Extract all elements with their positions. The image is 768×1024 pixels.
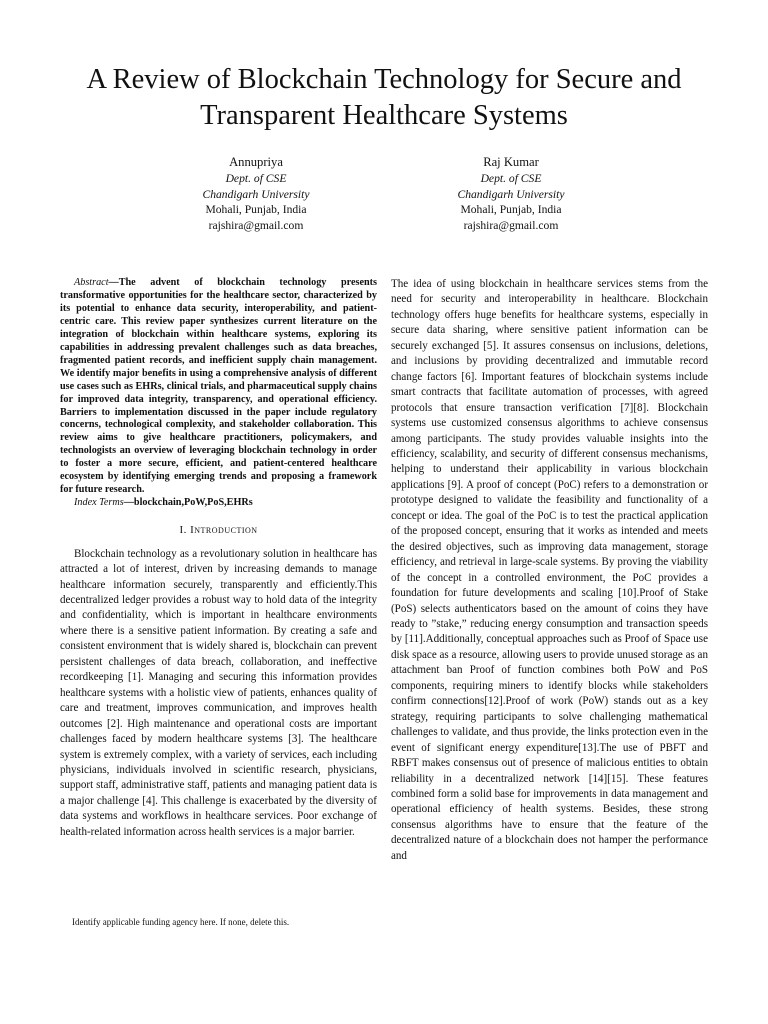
author-location: Mohali, Punjab, India: [460, 203, 562, 217]
section-number: I.: [179, 524, 191, 537]
funding-footnote: Identify applicable funding agency here. If none, delete this.: [72, 917, 290, 927]
abstract-label: Abstract: [74, 277, 109, 288]
author-location: Mohali, Punjab, India: [205, 203, 307, 217]
index-terms-text: —blockchain,PoW,PoS,EHRs: [123, 497, 253, 509]
right-column-paragraph: The idea of using blockchain in healthcare services stems from the need for security and interoperability in healthcare. Blockchain technology offers huge benefits for healthcare systems, especially in secure data sharing, where sensitive patient information can be securely exchanged [5]. It assures consensus on inclusions, deletions, and inclusions by providing decentralized and immutable record change factors [6]. Important features of blockchain systems include smart contracts that facilitate automation of processes, with agreed protocols that ensure transaction verification [7][8]. Blockchain systems use customized consensus algorithms to achieve consensus among participants. The study provides valuable insights into the efficiency, scalability, and security of different consensus mechanisms, helping to understand their applicability in various blockchain applications [9]. A proof of concept (PoC) refers to a demonstration or prototype designed to validate the feasibility and functionality of a concept or idea. The goal of the PoC is to test the practical application of the proposed concept, ensuring that it works as intended and meets the desired objectives, such as improving data management, storage efficiency, and retrieval in large-scale systems. By proving the viability of the concept in a controlled environment, the PoC provides a foundation for future developments and scaling [10].Proof of Stake (PoS) selects authenticators based on the amount of coins they have ready to ”stake,” reducing energy consumption and transaction speeds by [11].Additionally, conceptual approaches such as Proof of Space use disk space as a resource, allowing users to provide unused storage as an attachment ban Proof of function combines both PoW and PoS components, requiring miners to identify blocks while stakeholders confirm connections[12].Proof of work (PoW) stands out as a key strategy, requiring participants to solve challenging mathematical challenges to validate, and thus provide, the links protection even in the event of significant energy expenditure[13].The use of PBFT and RBFT makes consensus out of presence of malicious entities to obtain reliability in a decentralized network [14][15]. These features combined form a solid base for improvements in data management and operational efficiency of health systems. Besides, these strong consensus algorithms have to ensure that the feature of the decentralized nature of a blockchain does not hamper the performance and: [391, 278, 708, 862]
author-email: rajshira@gmail.com: [463, 218, 559, 232]
index-terms-label: Index Terms: [74, 497, 124, 509]
index-terms: [60, 497, 377, 510]
author-name: Raj Kumar: [483, 155, 539, 169]
abstract: [60, 277, 377, 497]
author-university: Chandigarh University: [202, 187, 310, 201]
author-name: Annupriya: [229, 155, 283, 169]
author-dept: Dept. of CSE: [480, 172, 542, 185]
author-email: rajshira@gmail.com: [208, 218, 304, 232]
abstract-text: —The advent of blockchain technology presents transformative opportunities for the healthcare sector, characterized by its potential to enhance data security, interoperability, and patient-centric care. This review paper synthesizes current literature on the integration of blockchain within healthcare systems, exploring its capabilities in addressing prevalent challenges such as data breaches, fragmented patient records, and inefficient supply chain management. We identify major benefits in using a comprehensive analysis of different use cases such as EHRs, clinical trials, and pharmaceutical supply chains for improved data integrity, transparency, and operational efficiency. Barriers to implementation discussed in the paper include regulatory concerns, technological complexity, and stakeholder collaboration. This review aims to give healthcare practitioners, policymakers, and technologists an overview of leveraging blockchain technology in order to foster a more secure, efficient, and patient-centered healthcare ecosystem by identifying emerging trends and proposing a framework for future research.: [60, 277, 377, 496]
author-1: [146, 154, 366, 233]
section-title: Introduction: [190, 524, 258, 537]
right-column: [391, 277, 708, 864]
author-dept: Dept. of CSE: [225, 172, 287, 185]
paper-title: A Review of Blockchain Technology for Secure and Transparent Healthcare Systems: [86, 64, 682, 131]
section-heading-introduction: [60, 523, 377, 538]
left-column: [60, 277, 377, 840]
intro-paragraph: Blockchain technology as a revolutionary solution in healthcare has attracted a lot of interest, driven by increasing demands to manage healthcare information securely, transparently and efficiently.This decentralized ledger provides a robust way to hold data of the integrity and confidentiality, which is important in healthcare environments where there is a sensitive patient information. By creating a safe and consistent environment that is widely shared is, blockchain can prevent persistent challenges of data breach, collaboration, and ineffective recordkeeping [1]. Managing and securing this information provides healthcare systems with a holistic view of patients, enhances quality of care and treatment, improves communication, and improves health outcomes [2]. High maintenance and operational costs are important challenges faced by modern healthcare systems [3]. The healthcare system is extremely complex, with a variety of services, each including physicians, individuals involved in scientific research, physicians, support staff, administrative staff, patients and managing patient data is a major challenge [4]. This challenge is exacerbated by the diversity of data systems and workflows in healthcare services. Poor exchange of health-related information across health services is a major barrier.: [60, 547, 377, 838]
author-2: [401, 154, 621, 233]
author-university: Chandigarh University: [457, 187, 565, 201]
